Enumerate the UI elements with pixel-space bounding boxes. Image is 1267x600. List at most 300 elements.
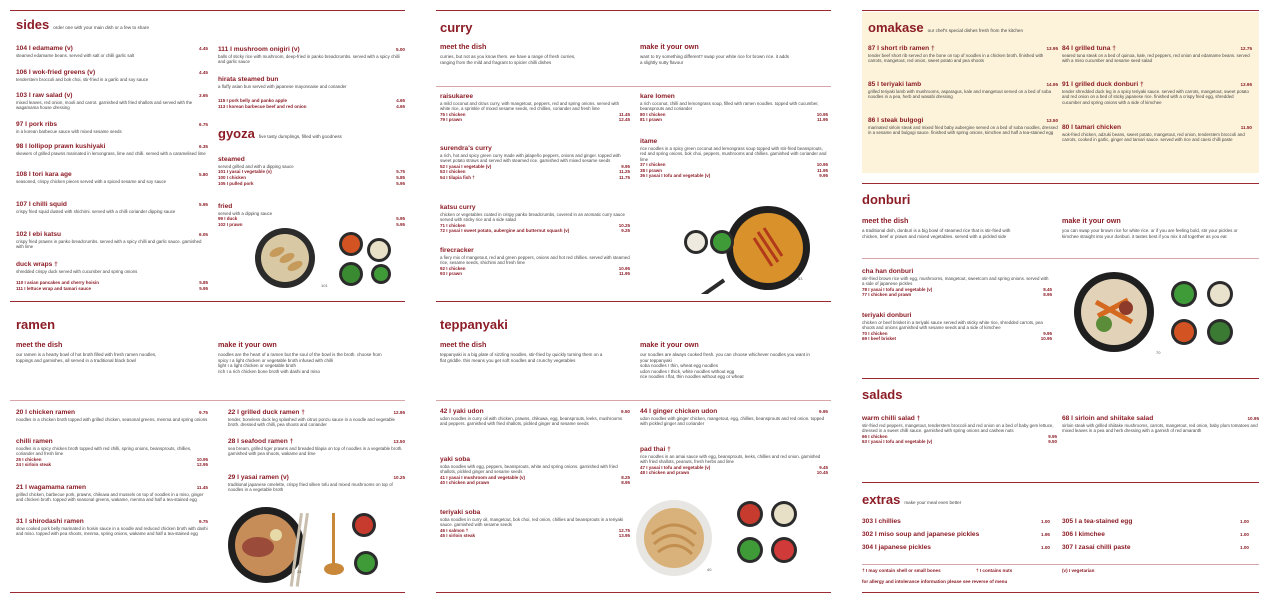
item-name: warm chilli salad † [862, 415, 921, 422]
option-price: 10.45 [816, 470, 828, 476]
extra-label: 306 I kimchee [1062, 531, 1105, 538]
menu-item [862, 415, 1057, 445]
menu-item [16, 45, 208, 58]
option-row [862, 292, 1052, 298]
item-description: a rich, hot and spicy green curry made with jalapeño peppers, onions and ginger. topped with sweet potato straws and served with steamed rice. garnished with mixed sesame seeds [440, 153, 621, 164]
item-description: a rich coconut, chilli and lemongrass soup, filled with ramen noodles. topped with cucumber, beansprouts and coriander [640, 101, 819, 112]
option-price: 5.95 [396, 222, 405, 227]
item-description: in a korean barbecue sauce with mixed sesame seeds [16, 129, 122, 134]
item-description: chicken or beef brisket in a teriyaki sauce served with sticky white rice, shredded carrots, pea shoots and onions garnished with sesame seeds and a side of kimchee [862, 320, 1043, 331]
item-name: teriyaki soba [440, 509, 481, 516]
bottom-rule [436, 592, 831, 593]
menu-item [1062, 45, 1252, 64]
ramen-title: ramen [16, 317, 56, 332]
donburi-meet-text: a traditional dish, donburi is a big bowl of steamed rice that is stir-fried with chicken, beef or prawn and mixed vegetables. served with a pickled side [862, 228, 1011, 239]
item-description: balls of sticky rice with mushroom, deep-fried in panko breadcrumbs. served with a spicy chilli and garlic sauce [218, 54, 400, 65]
option-row [440, 117, 630, 123]
item-name: duck wraps † [16, 261, 58, 268]
option-label: 54 I tilapia fish † [440, 175, 475, 180]
option-price: 9.95 [1043, 330, 1052, 336]
teppanyaki-meet-text: teppanyaki is a big plate of sizzling noodles, stir-fried by quickly turning them on a flat griddle. this means you get soft noodles and crunchy vegetables [440, 352, 603, 363]
item-description: sirloin steak with grilled shiitake mushrooms, carrots, mangetout, red onion, baby plum tomatoes and mixed leaves in a pea and herb dressing with a garnish of red amaranth [1062, 423, 1258, 434]
donburi-meet-heading: meet the dish [862, 216, 909, 225]
option-price: 13.95 [618, 533, 630, 539]
option-price: 8.95 [1043, 292, 1052, 298]
menu-item [228, 409, 405, 428]
menu-item [16, 438, 208, 468]
option-label: 78 I yasai I tofu and vegetable (v) [862, 286, 933, 292]
bottom-rule [862, 592, 1259, 593]
top-rule [436, 10, 831, 11]
option-label: 80 I chicken [640, 111, 666, 117]
option-label: 105 I pulled pork [218, 180, 254, 186]
option-row [440, 228, 630, 234]
extra-row [862, 531, 1050, 539]
item-name: kare lomen [640, 93, 675, 100]
option-price: 11.75 [618, 175, 630, 180]
divider-rule [436, 301, 831, 302]
option-label: 75 I chicken [440, 111, 466, 117]
ramen-meet-heading: meet the dish [16, 340, 63, 349]
menu-item [440, 408, 630, 427]
item-description: udon noodles with ginger chicken, mangetout, egg, chillies, beansprouts and red onion. topped with pickled ginger and coriander [640, 416, 825, 427]
menu-item [862, 268, 1052, 298]
item-price: 13.50 [1046, 118, 1058, 123]
option-price: 5.75 [396, 169, 405, 175]
item-name: 80 I tamari chicken [1062, 124, 1122, 131]
item-description: served with a dipping sauce [218, 211, 273, 216]
option-price: 10.25 [618, 222, 630, 228]
menu-item [16, 92, 208, 111]
menu-item [16, 409, 208, 422]
option-price: 5.85 [396, 175, 405, 180]
option-label: 70 I chicken [862, 330, 888, 336]
option-label: 92 I chicken [440, 265, 466, 271]
menu-item [868, 81, 1058, 100]
footer-nuts-note: † I contains nuts [976, 568, 1013, 573]
option-label: 111 I lettuce wrap and tamari sauce [16, 285, 92, 291]
menu-item [16, 69, 208, 82]
omakase-tagline: our chef's special dishes fresh from the kitchen [927, 28, 1024, 33]
menu-item [16, 518, 208, 537]
teppanyaki-photo-number: 40 [707, 567, 712, 572]
option-label: 113 I korean barbecue beef and red onion [218, 103, 307, 109]
option-price: 9.95 [1048, 433, 1057, 439]
gyoza-group [218, 203, 405, 228]
item-description: marinated sirloin steak and mixed fried baby aubergine served on a bed of soba noodles, dressed in a sesame and bulgogi sauce. finished with spring onions, kimchee and half a tea-stained egg [868, 125, 1058, 136]
option-price: 10.95 [196, 456, 208, 462]
curry-photo-number: 53 [798, 276, 803, 281]
ramen-make-heading: make it your own [218, 340, 277, 349]
menu-item [16, 201, 208, 214]
item-price: 6.35 [199, 144, 208, 149]
option-label: 38 I prawn [640, 167, 663, 173]
menu-item [16, 171, 208, 184]
menu-item [440, 93, 630, 123]
item-description: sea bream, grilled tiger prawns and breaded tilapia on top of noodles in a vegetable broth. garnished with pea shoots, wakame and lime [228, 446, 403, 457]
option-price: 11.95 [816, 167, 828, 173]
item-description: a fluffy asian bun served with japanese mayonnaise and coriander [218, 84, 347, 89]
item-price: 10.95 [1247, 416, 1259, 421]
item-description: stir-fried red peppers, mangetout, tenderstem broccoli and red onion on a bed of baby gem lettuce, dressed in a sweet chilli sauce. garnished with spring onions and cashew nuts [862, 423, 1054, 434]
extra-row [862, 544, 1050, 552]
menu-item [16, 484, 208, 503]
item-description: soba noodles in curry oil, mangetout, bok choi, red onion, chillies and beansprouts in a teriyaki sauce. garnished with sesame seeds [440, 517, 624, 528]
option-row [16, 286, 208, 292]
menu-item [16, 121, 208, 134]
extra-price: 1.00 [1041, 545, 1050, 550]
option-price: 12.75 [618, 527, 630, 533]
option-label: 72 I yasai I sweet potato, aubergine and butternut squash (v) [440, 228, 570, 234]
omakase-title: omakase our chef's special dishes fresh from the kitchen [868, 20, 1024, 35]
item-price: 5.00 [396, 47, 405, 52]
item-price: 9.50 [621, 409, 630, 414]
option-row [640, 173, 828, 179]
item-name: 31 I shirodashi ramen [16, 518, 84, 525]
divider-rule-thin [436, 400, 831, 401]
menu-item [640, 93, 828, 123]
option-price: 11.25 [618, 169, 630, 175]
menu-item [440, 145, 630, 181]
item-description: udon noodles in curry oil with chicken, prawns, chikuwa, egg, beansprouts, leeks, mushrooms and peppers. garnished with fried shallots, pickled ginger and sesame seeds [440, 416, 623, 427]
option-price: 8.25 [621, 474, 630, 480]
menu-item [228, 474, 405, 493]
donburi-title: donburi [862, 192, 911, 207]
extra-label: 307 I zasai chilli paste [1062, 544, 1131, 551]
option-label: 52 I yasai I vegetable (v) [440, 163, 492, 169]
item-name: 86 I steak bulgogi [868, 117, 924, 124]
extra-row [1062, 531, 1249, 539]
menu-item [228, 438, 405, 457]
curry-meet-text: curries, but not as you know them. we have a range of fresh curries, ranging from the mild and fragrant to spicier chilli dishes [440, 54, 576, 65]
menu-item [440, 456, 630, 486]
option-price: 8.45 [1043, 286, 1052, 292]
item-description: rice noodles in a spicy green coconut and lemongrass soup topped with stir-fried beansprouts, red and spring onions, bok choi, peppers, mushrooms and chillies. garnished with coriander and lime [640, 146, 827, 162]
item-price: 9.75 [199, 519, 208, 524]
option-price: 9.95 [819, 173, 828, 179]
extra-label: 305 I a tea-stained egg [1062, 518, 1133, 525]
item-name: firecracker [440, 247, 474, 254]
item-description: slow cooked pork belly marinated in hoisin sauce in a noodle and reduced chicken broth with dashi and miso. topped with pea shoots, menma, spring onions, wakame and half a tea-stained egg [16, 526, 208, 537]
donburi-make-text: you can swap your brown rice for white rice. or if you are feeling bold, stir your pickles or kimchee straight into your donburi. it tastes best if you mix it all together as you eat [1062, 228, 1238, 239]
bun-options [218, 98, 405, 109]
option-price: 9.25 [621, 228, 630, 234]
item-price: 13.95 [1046, 46, 1058, 51]
option-price: 12.45 [618, 117, 630, 123]
duck-options [16, 280, 208, 291]
item-name: 108 I tori kara age [16, 171, 72, 178]
option-row [440, 175, 630, 181]
item-name: steamed [218, 156, 245, 163]
item-description: wok-fried chicken, adzuki beans, sweet potato, mangetout, red onion, tenderstem broccoli and carrots, cooked in garlic, ginger and tamari sauce. served with rice and caesi chilli paste [1062, 132, 1245, 143]
item-name: 91 I grilled duck donburi † [1062, 81, 1144, 88]
ramen-photo [228, 505, 378, 587]
item-description: grilled chicken, barbecue pork, prawns, chikuwa and mussels on top of noodles in a miso, ginger and chicken broth. topped with seasonal greens, wakame, menma and half a tea-stained egg [16, 492, 204, 503]
item-description: tender beef short rib served on the bone on top of noodles in a chicken broth. finished with carrots, mangetout, red onion, sweet potato and pea shoots [868, 53, 1044, 64]
curry-meet-heading: meet the dish [440, 42, 487, 51]
item-description: crispy fried prawns in panko breadcrumbs. served with a spicy chilli and garlic sauce. garnished with lime [16, 239, 202, 250]
item-description: crispy fried squid dusted with shichimi. served with a chilli coriander dipping sauce [16, 209, 176, 214]
menu-panel-left [0, 0, 414, 600]
item-name: 98 I lollipop prawn kushiyaki [16, 143, 106, 150]
extra-price: 1.00 [1240, 519, 1249, 524]
menu-item [1062, 124, 1252, 143]
option-price: 10.95 [816, 111, 828, 117]
item-description: tenderstem broccoli and bok choi, stir-fried in a garlic and soy sauce [16, 77, 149, 82]
extra-price: 1.00 [1041, 519, 1050, 524]
option-price: 5.95 [199, 285, 208, 291]
menu-item [218, 76, 405, 89]
option-label: 63 I yasai I tofu and vegetable (v) [862, 439, 933, 445]
extra-label: 302 I miso soup and japanese pickles [862, 531, 980, 538]
option-price: 4.65 [396, 98, 405, 103]
gyoza-photo-number: 101 [321, 283, 328, 288]
extra-label: 304 I japanese pickles [862, 544, 931, 551]
menu-item [440, 204, 630, 234]
option-label: 25 I chicken [16, 456, 42, 462]
divider-rule-thin [10, 400, 405, 401]
divider-rule-thin [862, 258, 1259, 259]
item-name: 21 I wagamama ramen [16, 484, 87, 491]
footer-rule [862, 564, 1259, 565]
option-label: 115 I pork belly and panko apple [218, 98, 288, 103]
footer-shell-note: † I may contain shell or small bones [862, 568, 941, 573]
ramen-meet-text: our ramen is a hearty bowl of hot broth filled with fresh ramen noodles, toppings and garnishes, all served in a traditional black bowl [16, 352, 157, 363]
option-row [218, 222, 405, 228]
item-description: served grilled and with a dipping sauce [218, 164, 294, 169]
menu-item [440, 247, 630, 277]
item-name: 104 I edamame (v) [16, 45, 73, 52]
option-label: 45 I sirloin steak [440, 533, 476, 539]
menu-item [16, 143, 208, 156]
item-name: pad thai † [640, 446, 671, 453]
extra-row [862, 518, 1050, 526]
option-label: 53 I chicken [440, 169, 466, 175]
item-price: 6.05 [199, 232, 208, 237]
item-name: 103 I raw salad (v) [16, 92, 73, 99]
item-description: noodles in a spicy chicken broth topped with red chilli, spring onions, beansprouts, chillies, coriander and fresh lime [16, 446, 192, 457]
item-price: 11.50 [1240, 125, 1252, 130]
option-price: 8.95 [621, 480, 630, 486]
item-name: yaki soba [440, 456, 471, 463]
option-label: 41 I yasai I mushroom and vegetable (v) [440, 474, 526, 480]
menu-item [1062, 81, 1252, 105]
gyoza-photo [255, 228, 405, 290]
option-price: 11.45 [618, 111, 630, 117]
menu-item [862, 312, 1052, 342]
item-name: 97 I pork ribs [16, 121, 58, 128]
option-label: 47 I yasai I tofu and vegetable (v) [640, 464, 711, 470]
salads-title: salads [862, 387, 903, 402]
option-label: 101 I yasai I vegetable (v) [218, 169, 272, 175]
option-label: 77 I chicken and prawn [862, 292, 912, 298]
gyoza-group [218, 156, 405, 186]
menu-panel-right [852, 0, 1267, 600]
sides-tagline: order one with your main dish or a few to share [53, 25, 150, 30]
option-row [16, 462, 208, 468]
footer-allergy-note: for allergy and intolerance information please see reverse of menu [862, 579, 1008, 584]
option-label: 66 I chicken [862, 433, 888, 439]
item-description: mixed leaves, red onion, mooli and carrot. garnished with fried shallots and served with the wagamama house dressing [16, 100, 193, 111]
option-label: 71 I chicken [440, 222, 466, 228]
option-label: 81 I prawn [640, 117, 663, 123]
option-label: 48 I chicken and prawn [640, 470, 690, 476]
option-row [218, 181, 405, 187]
donburi-photo [1074, 272, 1259, 354]
item-name: hirata steamed bun [218, 76, 279, 83]
gyoza-tagline: five tasty dumplings, filled with goodness [258, 134, 342, 139]
item-description: seared tuna steak on a bed of quinoa, kale, red peppers, red onion and edamame beans. served with a miso cucumber and sesame seed salad [1062, 53, 1250, 64]
item-name: 42 I yaki udon [440, 408, 484, 415]
option-price: 10.95 [1040, 336, 1052, 342]
item-price: 4.45 [199, 70, 208, 75]
option-row [640, 117, 828, 123]
option-price: 11.95 [816, 117, 828, 123]
item-name: raisukaree [440, 93, 473, 100]
top-rule [10, 10, 405, 11]
sides-title: sides order one with your main dish or a few to share [16, 17, 150, 32]
ramen-make-text: noodles are the heart of a ramen but the soul of the bowl is the broth. choose from spicy I a light chicken or vegetable broth infused with chilli light I a light chicken or vegetable broth rich I a rich chicken bone broth with dashi and miso [218, 352, 382, 374]
item-description: stir-fried brown rice with egg, mushrooms, mangetout, sweetcorn and spring onions. served with a side of japanese pickles [862, 276, 1049, 287]
option-price: 10.95 [618, 265, 630, 271]
item-price: 5.80 [199, 172, 208, 177]
menu-item [640, 138, 828, 179]
teppanyaki-title: teppanyaki [440, 317, 508, 332]
item-price: 11.45 [196, 485, 208, 490]
item-price: 13.95 [1240, 82, 1252, 87]
item-name: chilli ramen [16, 438, 53, 445]
item-description: grilled teriyaki lamb with mushrooms, asparagus, kale and mangetout served on a bed of soba noodles in a pea, herb and wasabi dressing [868, 89, 1052, 100]
item-name: 68 I sirloin and shiitake salad [1062, 415, 1154, 422]
item-price: 13.50 [393, 439, 405, 444]
option-row [640, 470, 828, 476]
item-name: 106 I wok-fried greens (v) [16, 69, 96, 76]
option-price: 11.95 [618, 271, 630, 277]
divider-rule [862, 183, 1259, 184]
item-price: 6.75 [199, 122, 208, 127]
teppanyaki-make-text: our noodles are always cooked fresh. you can choose whichever noodles you want in your teppanyaki soba noodles I thin, wheat egg noodles udon noodles I thick, white noodles without egg rice noodles I flat, thin noodles without egg or wheat [640, 352, 810, 379]
option-row [862, 336, 1052, 342]
extra-row [1062, 518, 1249, 526]
option-row [440, 271, 630, 277]
item-name: 20 I chicken ramen [16, 409, 76, 416]
option-label: 46 I salmon † [440, 527, 469, 533]
item-description: tender shredded duck leg in a spicy teriyaki sauce. served with carrots, mangetout, sweet potato and red onion on a bed of sticky japanese rice. finished with a crispy fried egg, shredded cucumber and spring onions with a side of kimchee [1062, 89, 1249, 105]
menu-item [218, 46, 405, 65]
curry-title: curry [440, 20, 473, 35]
item-description: tender, boneless duck leg splashed with citrus ponzu sauce in a noodle and vegetable broth. dressed with chilli, pea shoots and coriander [228, 417, 395, 428]
item-description: traditional japanese omelette, crispy fried silken tofu and mixed mushrooms on top of noodles in a vegetable broth [228, 482, 393, 493]
item-name: 28 I seafood ramen † [228, 438, 294, 445]
item-price: 10.25 [393, 475, 405, 480]
donburi-make-heading: make it your own [1062, 216, 1121, 225]
item-name: itame [640, 138, 658, 145]
item-name: 107 I chilli squid [16, 201, 67, 208]
option-label: 69 I beef brisket [862, 336, 897, 342]
item-price: 12.75 [1240, 46, 1252, 51]
option-row [862, 439, 1057, 445]
option-label: 102 I prawn [218, 222, 243, 227]
option-label: 40 I chicken and prawn [440, 480, 490, 486]
item-description: chicken or vegetables coated in crispy panko breadcrumbs, covered in an aromatic curry sauce served with sticky rice and a side salad [440, 212, 625, 223]
menu-item [16, 261, 208, 274]
option-label: 110 I asian pancakes and cherry hoisin [16, 280, 100, 285]
item-name: 29 I yasai ramen (v) [228, 474, 289, 481]
item-price: 9.75 [199, 410, 208, 415]
option-label: 79 I prawn [440, 117, 463, 123]
menu-panel-middle [428, 0, 838, 600]
item-name: 84 I grilled tuna † [1062, 45, 1116, 52]
item-description: a mild coconut and citrus curry, with mangetout, peppers, red and spring onions. served with white rice, a sprinkle of mixed sesame seeds, red chillies, coriander and fresh lime [440, 101, 620, 112]
item-description: noodles in a chicken broth topped with grilled chicken, seasonal greens, menma and spring onions [16, 417, 208, 422]
item-price: 4.45 [199, 46, 208, 51]
extra-price: 1.00 [1240, 545, 1249, 550]
item-name: 85 I teriyaki lamb [868, 81, 922, 88]
item-name: 102 I ebi katsu [16, 231, 62, 238]
option-label: 36 I yasai I tofu and vegetable (v) [640, 173, 711, 179]
gyoza-title [218, 126, 342, 141]
item-name: 87 I short rib ramen † [868, 45, 935, 52]
item-description: soba noodles with egg, peppers, beansprouts, white and spring onions. garnished with fried shallots, pickled ginger and sesame seeds [440, 464, 618, 475]
menu-item [640, 408, 828, 427]
option-label: 24 I sirloin steak [16, 462, 52, 468]
curry-make-text: want to try something different? swap your white rice for brown rice. it adds a slightly nutty flavour [640, 54, 789, 65]
extra-price: 1.95 [1041, 532, 1050, 537]
item-name: cha han donburi [862, 268, 914, 275]
item-description: seasoned, crispy chicken pieces served with a spiced sesame and soy sauce [16, 179, 167, 184]
curry-photo [678, 202, 828, 294]
option-row [440, 533, 630, 539]
curry-make-heading: make it your own [640, 42, 699, 51]
option-price: 10.95 [816, 162, 828, 168]
item-price: 14.95 [1046, 82, 1058, 87]
donburi-photo-number: 70 [1156, 350, 1161, 355]
teppanyaki-meet-heading: meet the dish [440, 340, 487, 349]
item-name: katsu curry [440, 204, 476, 211]
footer-veg-note: (v) I vegetarian [1062, 568, 1095, 573]
top-rule [862, 10, 1259, 11]
extras-tagline: make your meal even better [904, 500, 962, 505]
option-price: 9.50 [1048, 439, 1057, 445]
item-name: 44 I ginger chicken udon [640, 408, 718, 415]
item-price: 9.95 [819, 409, 828, 414]
extra-row [1062, 544, 1249, 552]
divider-rule-thin [436, 86, 831, 87]
item-name: 22 I grilled duck ramen † [228, 409, 305, 416]
item-name: surendra's curry [440, 145, 492, 152]
option-label: 93 I prawn [440, 271, 463, 277]
menu-item [868, 117, 1058, 136]
item-description: shredded crispy duck served with cucumber and spring onions [16, 269, 138, 274]
option-price: 5.95 [396, 216, 405, 222]
option-price: 5.95 [396, 180, 405, 186]
option-row [440, 480, 630, 486]
option-label: 99 I duck [218, 216, 238, 222]
item-price: 12.95 [393, 410, 405, 415]
menu-item [16, 231, 208, 250]
menu-item [640, 446, 828, 476]
divider-rule [862, 378, 1259, 379]
teppanyaki-photo [636, 496, 826, 580]
item-price: 5.95 [199, 202, 208, 207]
divider-rule [862, 482, 1259, 483]
option-label: 37 I chicken [640, 162, 666, 168]
item-description: rice noodles in an amai sauce with egg, beansprouts, leeks, chillies and red onion. garnished with fried shallots, peanuts, fresh herbs and lime [640, 454, 821, 465]
item-description: steamed edamame beans. served with salt or chilli garlic salt [16, 53, 135, 58]
extras-title: extras make your meal even better [862, 492, 962, 507]
option-price: 4.65 [396, 103, 405, 109]
option-price: 12.95 [196, 462, 208, 468]
